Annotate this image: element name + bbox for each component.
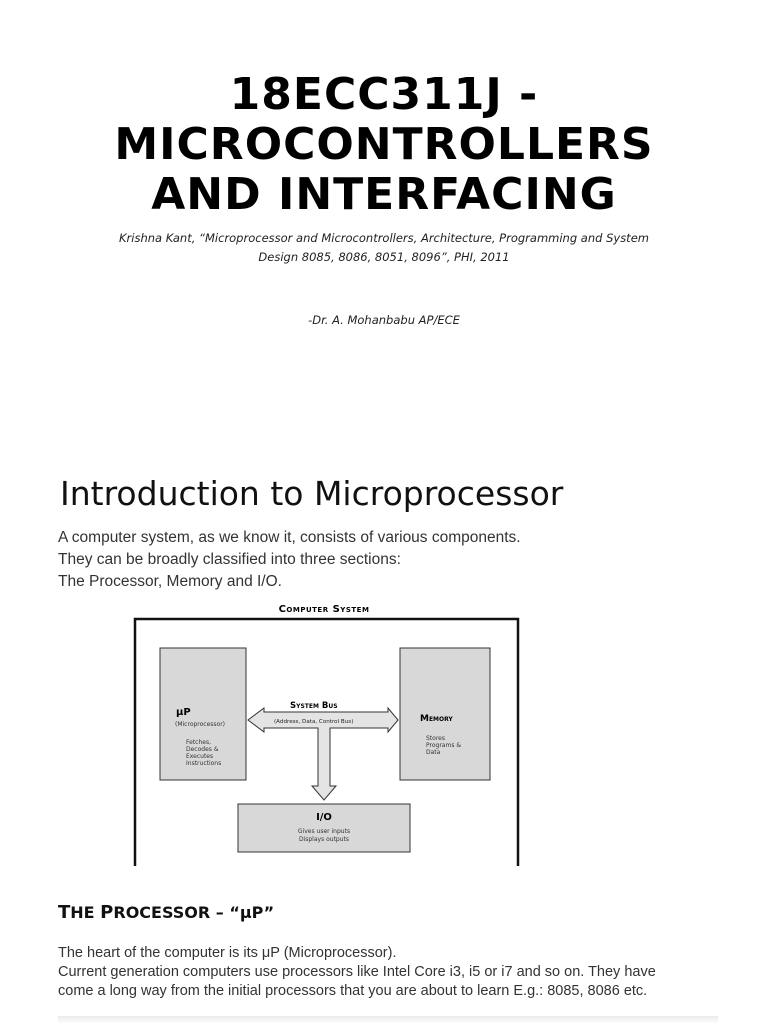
microprocessor-desc-3: Executes (186, 753, 214, 760)
io-label: I/O (316, 812, 332, 823)
intro-line-1: A computer system, as we know it, consists of various components. (58, 529, 521, 546)
intro-title: Introduction to Microprocessor (60, 474, 564, 513)
io-desc-1: Gives user inputs (297, 828, 351, 835)
memory-desc-3: Data (426, 749, 441, 756)
memory-label: Memory (420, 714, 453, 724)
cutoff-fade (58, 1016, 718, 1024)
computer-system-diagram (130, 598, 522, 866)
processor-heading (58, 902, 274, 923)
processor-heading-cap-2: P (100, 902, 114, 923)
title-line-1: 18ECC311J - (229, 69, 539, 120)
author-line: -Dr. A. Mohanbabu AP/ECE (308, 313, 460, 327)
io-desc-2: Displays outputs (298, 836, 350, 843)
system-bus-sub: (Address, Data, Control Bus) (274, 719, 354, 725)
processor-heading-cap-1: T (58, 902, 71, 923)
reference-line-1: Krishna Kant, “Microprocessor and Microcontrollers, Architecture, Programming and System (119, 231, 649, 245)
processor-heading-part-2: HE (70, 903, 101, 922)
title-slide (0, 0, 768, 440)
reference-text (100, 229, 668, 267)
microprocessor-desc-4: Instructions (186, 760, 222, 767)
memory-desc-2: Programs & (426, 742, 462, 749)
intro-line-3: The Processor, Memory and I/O. (58, 573, 282, 590)
processor-paragraph (58, 944, 748, 1001)
microprocessor-desc-1: Fetches, (186, 739, 211, 746)
title-line-3: AND INTERFACING (151, 169, 617, 220)
system-bus-label: System Bus (290, 701, 338, 711)
processor-line-3: come a long way from the initial processors that you are about to learn E.g.: 8085, 8086 etc. (58, 983, 648, 999)
processor-line-2: Current generation computers use processors like Intel Core i3, i5 or i7 and so on. They have (58, 964, 656, 980)
processor-heading-part-4: ROCESSOR – “μP” (113, 903, 275, 922)
memory-desc-1: Stores (426, 735, 445, 742)
intro-line-2: They can be broadly classified into three sections: (58, 551, 401, 568)
course-title (0, 70, 768, 220)
intro-paragraph (58, 527, 738, 593)
microprocessor-sub: (Microprocessor) (175, 721, 226, 728)
diagram-heading: Computer System (278, 604, 370, 615)
microprocessor-desc-2: Decodes & (186, 746, 219, 753)
processor-line-1: The heart of the computer is its μP (Microprocessor). (58, 945, 397, 961)
reference-line-2: Design 8085, 8086, 8051, 8096”, PHI, 2011 (258, 250, 510, 264)
microprocessor-label: μP (176, 707, 191, 718)
title-line-2: MICROCONTROLLERS (114, 119, 654, 170)
